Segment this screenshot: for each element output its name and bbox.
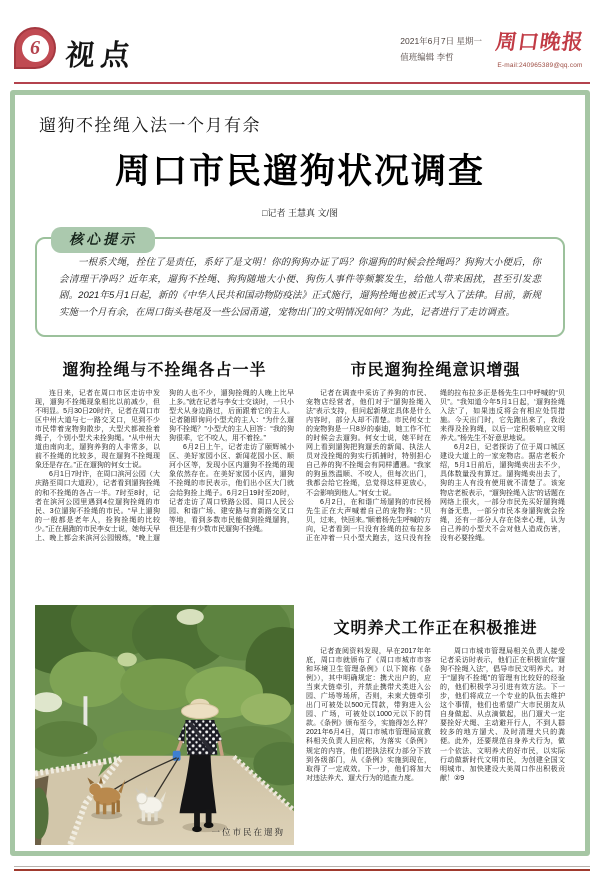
masthead-block (490, 26, 590, 69)
headline: 周口市民遛狗状况调查 (114, 152, 485, 191)
date-editor-block (400, 33, 482, 65)
paragraph: 连日来，记者在周口市区走访中发现，遛狗不拴绳现象相比以前减少，但不明显。5月30日20时许，记者在周口市区中州大道与七一路交叉口，见到不少市民带着宠物狗散步，大型犬都被拴着绳子，个别小型犬未拴狗绳。“从中州大道由南向北，遛狗养狗的人非常多，以前不拴绳的比较多，现在遛狗不拴绳现象还是存在。”正在遛狗的何女士说。 (35, 389, 160, 470)
paragraph: 周口市城市管理局相关负责人接受记者采访时表示，他们正在积极宣传“遛狗不拴绳入法”，倡导市民文明养犬。对于“遛狗不拴绳”的管理有比较好的经验的，他们积极学习引进有效方法。下一步，他们将成立一个专业的队伍去维护这个事情，他们也希望广大市民朋友从自身做起、从点滴做起，出门遛犬一定要拴好犬绳、主动避开行人，不到人群较多的地方遛犬、及时清理犬只的粪便。此外，还要规范自身养犬行为，做一个依法、文明养犬的好市民，以实际行动做新时代文明市民，为创建全国文明城市、加快建设大美周口作出积极贡献！②9 (440, 647, 565, 782)
paragraph: 6月2日上午，记者走访了颐辉城小区、美好家园小区、新闻花园小区、顺河小区等，发现小区内遛狗不拴绳的现象依然存在。在美好家园小区内，遛狗不拴绳的市民表示，他们出小区大门就会给狗拴上绳子。6月2日19时至20时，记者走访了周口铁路公园、周口人民公园、和谐广场、建安路与育新路交叉口等地，看到多数市民能做到拴绳遛狗，但还是有少数市民遛狗不拴绳。 (169, 444, 294, 533)
paragraph: 6月2日，记者探访了位于周口城区建设大道上的一家宠物店。据店老板介绍，5月1日前后，遛狗绳卖出去不少，具体数量没有算过。遛狗绳卖出去了，狗的主人有没有使用就不清楚了。该宠物店老板表示，“遛狗拴绳入法”的话题在网络上很火，一部分市民先买好遛狗绳有备无患，一部分市民本身遛狗就会拴绳，还有一部分人存在侥幸心理，认为自己养的小型犬不会对他人造成伤害，没有必要拴绳。 (440, 444, 565, 542)
footer-gray-rule (14, 866, 590, 867)
core-tips-box (35, 231, 565, 337)
paragraph: 记者查阅资料发现，早在2017年年底，周口市就颁布了《周口市城市市容和环境卫生管理条例》（以下简称《条例》），其中明确规定：携犬出户的，应当束犬链牵引，并禁止携带犬类进入公园、广场等场所，否则，未束犬链牵引出门可被处以500元罚款，带狗进入公园、广场，可被处以1000元以下的罚款。《条例》颁布至今，实施得怎么样？2021年6月4日，周口市城市管理局宣教科相关负责人回应称，为落实《条例》规定的内容，他们把执法权力部分下放到各级部门，从《条例》实施到现在，取得了一定成效。下一步，他们将加大对违法养犬、遛犬行为的追查力度。 (306, 647, 431, 782)
editor-line: 值班编辑 李哲 (400, 52, 454, 63)
article-columns (35, 351, 565, 857)
left-column (35, 351, 294, 857)
masthead-email: E-mail:240965389@qq.com (497, 62, 583, 69)
header-rule (14, 82, 590, 84)
section-3-text (306, 647, 565, 857)
paragraph: 记者在调查中采访了养狗的市民、宠物店经营者，他们对于“遛狗拴绳入法”表示支持，但问起新规定具体是什么内容时，部分人却不清楚。市民何女士的宠物狗是一只8岁的泰迪，她工作不忙的时候会去遛狗。何女士说，她平时在网上看到遛狗把狗遛丢的新闻、执法人员对没拴绳的狗实行抓捕时，特别担心自己养的狗不拴绳会有同样遭遇。“我家的狗虽然温顺、不咬人，但每次出门，我都会给它拴绳，总觉得这样更放心，不会影响到他人。”何女士说。 (306, 389, 431, 497)
content-frame (10, 90, 590, 856)
section-3-heading: 文明养犬工作正在积极推进 (333, 619, 538, 637)
photo-walking-dogs (35, 605, 294, 845)
footer-red-rule (14, 869, 590, 871)
section-1-heading: 遛狗拴绳与不拴绳各占一半 (62, 361, 267, 379)
paragraph: 6月1日7时许，在周口滨河公园（大庆路至周口大道段），记者看到遛狗拴绳的和不拴绳的各占一半。7时至8时，记者在滨河公园里遇到4位遛狗拴绳的市民、3位遛狗不拴绳的市民。“早上遛狗的一般都是老年人，拴狗拴绳的比较少。”正在晨跑的市民李女士说，她每天早上、晚上都会来滨河公园锻炼，“晚上遛狗的人也不少，遛狗拴绳的人晚上比早上多。”就在记者与李女士交谈时，一只小型犬从身边路过，后面跟着它的主人。记者随即询问小型犬的主人：“为什么遛狗不拴绳？”小型犬的主人回答：“我的狗狗很乖，它不咬人，用不着拴。” (35, 389, 294, 542)
byline: □记者 王慧真 文/图 (262, 208, 338, 218)
kicker: 遛狗不拴绳入法一个月有余 (39, 116, 261, 135)
page-number: 6 (22, 35, 49, 62)
photo-caption: 一位市民在遛狗 (211, 826, 285, 837)
right-column (306, 351, 565, 857)
paragraph: 6月2日，在和谐广场遛狗的市民杨先生正在大声喊着自己的宠物狗：“贝贝，过来，快回来。”顺着杨先生呼喊的方向，记者看到一只没有拴绳的拉布拉多正在冲着一只小型犬跑去，这只没有拴绳的拉布拉多正是杨先生口中呼喊的“贝贝”。“我知道今年5月1日起，‘遛狗拴绳入法’了，如果违反将会有相应处罚措施。今天出门时，它先跑出来了，我没来得及拴狗绳，以后一定积极响应文明养犬。”杨先生不好意思地说。 (306, 389, 565, 542)
page-header (0, 0, 600, 84)
core-tips-text: 一根系犬绳，拴住了是责任，系好了是文明！你的狗狗办证了吗？你遛狗的时候会拴绳吗？狗狗大小便后，你会清理干净吗？近年来，遛狗不拴绳、狗狗随地大小便、狗伤人事件等频繁发生，给他人带来困扰，甚至引发悲剧。2021年5月1日起，新的《中华人民共和国动物防疫法》正式施行，遛狗拴绳也被正式写入了法律。目前，新规实施一个月有余，在周口街头巷尾及一些公园甬道，宠物出门的文明情况如何？为此，记者进行了走访调查。 (59, 257, 541, 318)
section-2-text (306, 389, 565, 602)
page-number-pin-icon (14, 27, 56, 69)
masthead-logo: 周口晚报 (494, 30, 586, 54)
section-2-heading: 市民遛狗拴绳意识增强 (350, 361, 521, 379)
core-tips-label: 核心提示 (51, 227, 155, 253)
section-1-text (35, 389, 294, 597)
section-name: 视点 (64, 40, 138, 72)
date-line: 2021年6月7日 星期一 (400, 36, 482, 46)
photo-illustration (35, 605, 294, 845)
